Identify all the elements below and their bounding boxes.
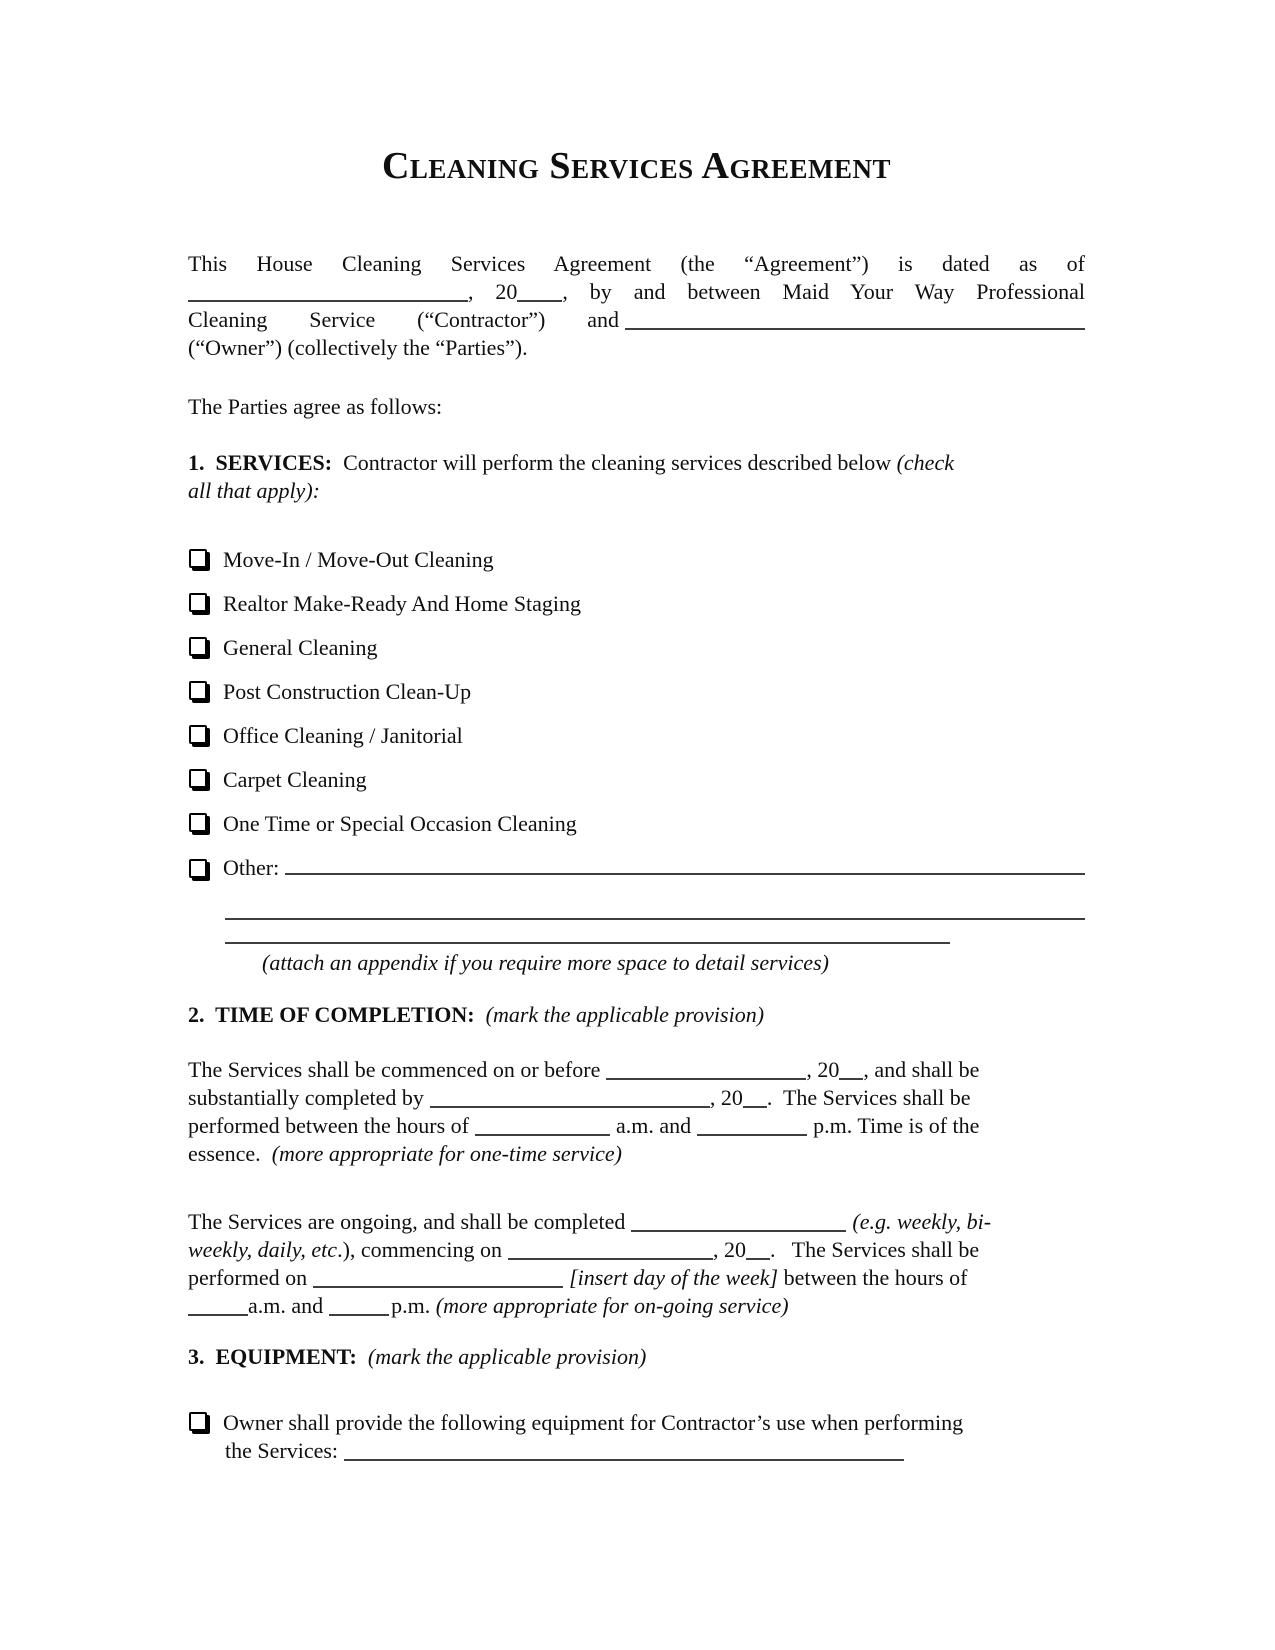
checkbox-post-construction-icon[interactable]	[189, 681, 207, 700]
checkbox-realtor-icon[interactable]	[189, 593, 207, 612]
service-option-label: Carpet Cleaning	[223, 767, 367, 792]
commence-year-blank[interactable]	[839, 1063, 863, 1080]
page-title: Cleaning Services Agreement	[381, 145, 892, 187]
services-check-list	[188, 546, 1085, 882]
p1-text: a.m. and	[616, 1113, 692, 1138]
other-service-line-3	[225, 925, 1085, 949]
intro-text-4: (“Owner”) (collectively the “Parties”).	[188, 335, 528, 360]
end-hour-blank[interactable]	[697, 1119, 807, 1136]
owner-name-blank[interactable]	[625, 313, 1085, 330]
p2-text-italic: weekly, daily, etc	[188, 1237, 338, 1262]
intro-line-2	[188, 278, 1085, 306]
p2-text: between the hours of	[783, 1265, 968, 1290]
p1-text: substantially completed by	[188, 1085, 424, 1110]
p1-text: . The Services shall be	[766, 1085, 971, 1110]
checkbox-one-time-icon[interactable]	[189, 813, 207, 832]
p2-text: a.m. and	[248, 1293, 324, 1318]
section-2-heading	[188, 1001, 1085, 1029]
service-option-row	[188, 590, 1085, 618]
equipment-option-label: Owner shall provide the following equipment for Contractor’s use when performing	[223, 1410, 964, 1435]
service-option-label: Move-In / Move-Out Cleaning	[223, 547, 494, 572]
completion-date-blank[interactable]	[430, 1091, 710, 1108]
ongoing-year-blank[interactable]	[746, 1243, 770, 1260]
ongoing-start-date-blank[interactable]	[508, 1243, 713, 1260]
intro-text-2a: , 20	[468, 279, 518, 304]
service-option-row	[188, 766, 1085, 794]
p1-text: , 20	[806, 1057, 840, 1082]
start-hour-blank[interactable]	[475, 1119, 610, 1136]
p2-text: .), commencing on	[337, 1237, 503, 1262]
agreement-date-blank[interactable]	[188, 285, 468, 302]
parties-agree-line: The Parties agree as follows:	[188, 394, 443, 419]
p1-text: , and shall be	[863, 1057, 980, 1082]
service-option-label: One Time or Special Occasion Cleaning	[223, 811, 577, 836]
section-1-lead: Contractor will perform the cleaning services described below	[332, 450, 897, 475]
p1-text: , 20	[709, 1085, 743, 1110]
intro-text-3: Cleaning Service (“Contractor”) and	[188, 307, 619, 332]
ongoing-start-hour-blank[interactable]	[188, 1299, 248, 1316]
checkbox-carpet-icon[interactable]	[189, 769, 207, 788]
p2-text: p.m.	[391, 1293, 436, 1318]
p1-text: performed between the hours of	[188, 1113, 470, 1138]
service-day-blank[interactable]	[313, 1271, 563, 1288]
service-option-row	[188, 722, 1085, 750]
other-service-blank-2[interactable]	[225, 903, 1085, 920]
ongoing-provision-paragraph	[188, 1208, 1085, 1320]
equipment-list-blank[interactable]	[344, 1444, 904, 1461]
p2-text: , 20	[713, 1237, 747, 1262]
service-option-row-other	[188, 854, 1085, 882]
intro-line-4	[188, 334, 1085, 362]
other-service-line-2	[225, 901, 1085, 925]
service-option-row	[188, 678, 1085, 706]
service-option-label: Post Construction Clean-Up	[223, 679, 472, 704]
ongoing-end-hour-blank[interactable]	[329, 1299, 389, 1316]
section-1-note-part2: all that apply):	[188, 478, 320, 503]
one-time-note: (more appropriate for one-time service)	[271, 1141, 622, 1166]
frequency-blank[interactable]	[631, 1215, 846, 1232]
section-3-heading	[188, 1343, 1085, 1371]
intro-text-2b: , by and between Maid Your Way Professional	[562, 279, 1086, 304]
service-option-label: Office Cleaning / Janitorial	[223, 723, 463, 748]
checkbox-move-in-icon[interactable]	[189, 549, 207, 568]
equipment-option-label-2: the Services:	[225, 1438, 339, 1463]
section-1-heading	[188, 449, 1085, 505]
intro-line-1	[188, 250, 1085, 278]
service-option-row	[188, 546, 1085, 574]
section-1-number: 1. SERVICES:	[188, 450, 333, 475]
intro-text-1: This House Cleaning Services Agreement (the “Agreement”) is dated as of	[188, 251, 1085, 276]
one-time-provision-paragraph	[188, 1056, 1085, 1168]
service-option-row	[188, 634, 1085, 662]
appendix-note: (attach an appendix if you require more space to detail services)	[262, 950, 829, 975]
p1-text: The Services shall be commenced on or before	[188, 1057, 601, 1082]
other-service-blank-3[interactable]	[225, 927, 950, 944]
checkbox-other-icon[interactable]	[189, 859, 207, 878]
service-option-label: Realtor Make-Ready And Home Staging	[223, 591, 582, 616]
completion-year-blank[interactable]	[743, 1091, 767, 1108]
other-label: Other:	[223, 855, 280, 880]
checkbox-general-icon[interactable]	[189, 637, 207, 656]
ongoing-note: (more appropriate for on-going service)	[435, 1293, 789, 1318]
p1-text: essence.	[188, 1141, 272, 1166]
p1-text: p.m. Time is of the	[813, 1113, 980, 1138]
agreement-year-blank[interactable]	[517, 285, 562, 302]
section-2-note: (mark the applicable provision)	[474, 1002, 765, 1027]
service-option-label: General Cleaning	[223, 635, 378, 660]
section-3-number: 3. EQUIPMENT:	[188, 1344, 357, 1369]
intro-line-3	[188, 306, 1085, 334]
section-3-note: (mark the applicable provision)	[356, 1344, 647, 1369]
intro-paragraph	[188, 250, 1085, 362]
section-1-note-part1: (check	[896, 450, 954, 475]
p2-text: . The Services shall be	[770, 1237, 980, 1262]
document-body	[188, 0, 1085, 1465]
p2-text: performed on	[188, 1265, 308, 1290]
section-2-number: 2. TIME OF COMPLETION:	[188, 1002, 475, 1027]
service-option-row	[188, 810, 1085, 838]
commence-date-blank[interactable]	[606, 1063, 806, 1080]
checkbox-owner-equipment-icon[interactable]	[189, 1412, 207, 1431]
other-service-blank[interactable]	[285, 858, 1085, 875]
p2-text-italic: (e.g. weekly, bi-	[852, 1209, 992, 1234]
equipment-option-row	[188, 1409, 1085, 1465]
checkbox-office-icon[interactable]	[189, 725, 207, 744]
p2-text: The Services are ongoing, and shall be completed	[188, 1209, 626, 1234]
day-of-week-note: [insert day of the week]	[569, 1265, 779, 1290]
